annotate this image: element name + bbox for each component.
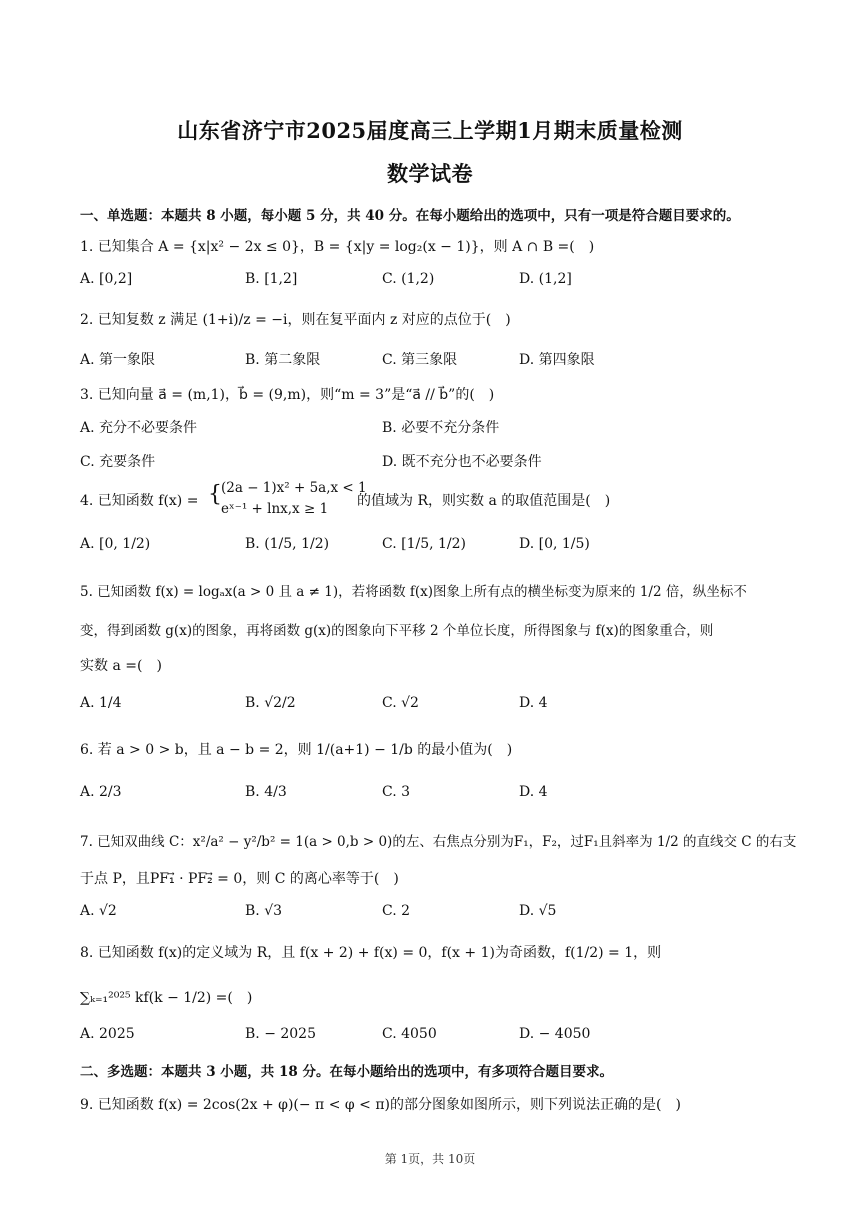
question-4-case-2: eˣ⁻¹ + lnx,x ≥ 1: [221, 501, 329, 517]
question-5-line-3: 实数 a =( ): [80, 658, 162, 674]
question-4-case-1: (2a − 1)x² + 5a,x < 1: [221, 480, 367, 496]
question-5-line-1: 5. 已知函数 f(x) = logₐx(a > 0 且 a ≠ 1)，若将函数 f(x)图象上所有点的横坐标变为原来的 1/2 倍，纵坐标不: [80, 584, 747, 600]
question-4-stem-prefix: 4. 已知函数 f(x) =: [80, 493, 199, 509]
question-9-stem: 9. 已知函数 f(x) = 2cos(2x + φ)(− π < φ < π)的部分图象如图所示，则下列说法正确的是( ): [80, 1097, 681, 1113]
question-7-option-a: A. √2: [80, 903, 117, 919]
question-1-stem: 1. 已知集合 A = {x|x² − 2x ≤ 0}，B = {x|y = log₂(x − 1)}，则 A ∩ B =( ): [80, 239, 595, 255]
question-6-option-a: A. 2/3: [80, 784, 122, 800]
question-1-option-c: C. (1,2): [382, 271, 435, 287]
question-3-option-a: A. 充分不必要条件: [80, 420, 198, 436]
question-8-line-2: ∑ₖ₌₁²⁰²⁵ kf(k − 1/2) =( ): [80, 990, 253, 1006]
section-multi-choice: 二、多选题：本题共 3 小题，共 18 分。在每小题给出的选项中，有多项符合题目要求。: [80, 1064, 613, 1080]
question-6-option-b: B. 4/3: [245, 784, 287, 800]
question-8-option-a: A. 2025: [80, 1026, 135, 1042]
question-2-option-d: D. 第四象限: [519, 352, 595, 368]
question-3-option-d: D. 既不充分也不必要条件: [382, 454, 542, 470]
question-6-option-c: C. 3: [382, 784, 411, 800]
question-2-option-c: C. 第三象限: [382, 352, 458, 368]
question-7-line-2: 于点 P，且PF₁⃗ · PF₂⃗ = 0，则 C 的离心率等于( ): [80, 871, 399, 887]
page-footer: 第 1页，共 10页: [384, 1152, 476, 1166]
question-7-option-b: B. √3: [245, 903, 283, 919]
exam-title: 山东省济宁市2025届度高三上学期1月期末质量检测: [177, 118, 683, 143]
question-2-option-b: B. 第二象限: [245, 352, 321, 368]
question-7-option-c: C. 2: [382, 903, 411, 919]
question-5-line-2: 变，得到函数 g(x)的图象，再将函数 g(x)的图象向下平移 2 个单位长度，所得图象与 f(x)的图象重合，则: [80, 623, 714, 639]
question-2-stem: 2. 已知复数 z 满足 (1+i)/z = −i，则在复平面内 z 对应的点位于( ): [80, 312, 511, 328]
question-8-option-b: B. − 2025: [245, 1026, 316, 1042]
question-8-line-1: 8. 已知函数 f(x)的定义域为 R，且 f(x + 2) + f(x) = 0，f(x + 1)为奇函数，f(1/2) = 1，则: [80, 945, 662, 961]
question-4-option-b: B. (1/5, 1/2): [245, 536, 330, 552]
question-2-option-a: A. 第一象限: [80, 352, 156, 368]
question-1-option-a: A. [0,2]: [80, 271, 133, 287]
question-1-option-b: B. [1,2]: [245, 271, 298, 287]
section-single-choice: 一、单选题：本题共 8 小题，每小题 5 分，共 40 分。在每小题给出的选项中，只有一项是符合题目要求的。: [80, 208, 740, 224]
question-3-option-b: B. 必要不充分条件: [382, 420, 500, 436]
question-8-option-d: D. − 4050: [519, 1026, 591, 1042]
question-6-option-d: D. 4: [519, 784, 548, 800]
piecewise-brace-icon: {: [208, 482, 222, 507]
question-5-option-d: D. 4: [519, 695, 548, 711]
question-5-option-a: A. 1/4: [80, 695, 122, 711]
question-3-stem: 3. 已知向量 a⃗ = (m,1)，b⃗ = (9,m)，则“m = 3”是“a⃗ // b⃗”的( ): [80, 387, 495, 403]
question-8-option-c: C. 4050: [382, 1026, 437, 1042]
question-4-option-a: A. [0, 1/2): [80, 536, 151, 552]
question-3-option-c: C. 充要条件: [80, 454, 156, 470]
question-4-stem-suffix: 的值域为 R，则实数 a 的取值范围是( ): [357, 493, 611, 509]
exam-subtitle: 数学试卷: [387, 161, 473, 186]
question-4-option-d: D. [0, 1/5): [519, 536, 590, 552]
question-7-option-d: D. √5: [519, 903, 557, 919]
question-5-option-b: B. √2/2: [245, 695, 296, 711]
question-7-line-1: 7. 已知双曲线 C：x²/a² − y²/b² = 1(a > 0,b > 0)的左、右焦点分别为F₁，F₂，过F₁且斜率为 1/2 的直线交 C 的右支: [80, 834, 797, 850]
question-5-option-c: C. √2: [382, 695, 419, 711]
question-1-option-d: D. (1,2]: [519, 271, 572, 287]
question-6-stem: 6. 若 a > 0 > b，且 a − b = 2，则 1/(a+1) − 1/b 的最小值为( ): [80, 742, 513, 758]
question-4-option-c: C. [1/5, 1/2): [382, 536, 466, 552]
